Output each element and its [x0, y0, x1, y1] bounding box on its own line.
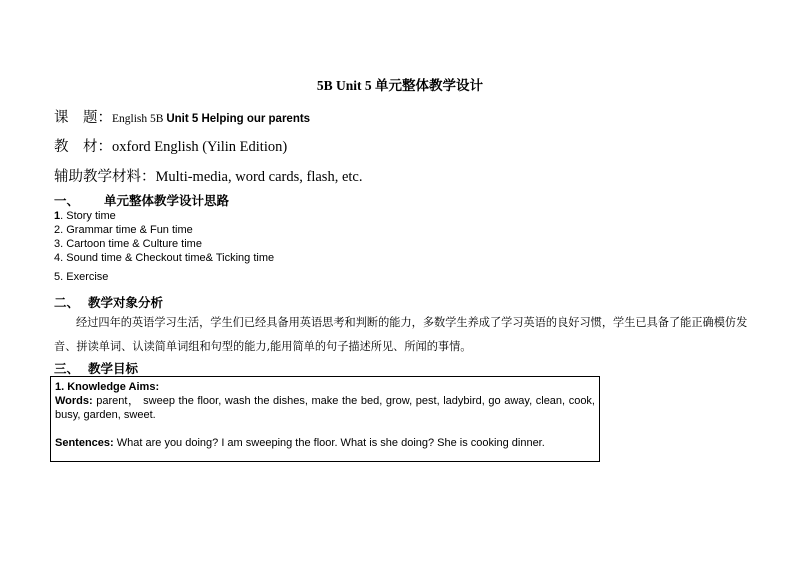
textbook-label: 教 材： — [54, 139, 112, 155]
section-analysis-heading — [54, 293, 163, 311]
list-item-text: . Story time — [60, 210, 116, 222]
words-paragraph — [55, 394, 595, 422]
words-label: Words: — [55, 395, 93, 407]
section-number: 三、 — [54, 361, 80, 376]
list-item — [54, 224, 193, 236]
list-item-text: Grammar time & Fun time — [63, 224, 193, 236]
materials-line — [54, 165, 362, 186]
list-item — [54, 238, 202, 250]
section-number: 二、 — [54, 295, 80, 310]
list-item — [54, 210, 116, 222]
topic-prefix: English 5B — [112, 113, 167, 125]
knowledge-aims-heading: 1. Knowledge Aims: — [55, 381, 160, 393]
list-item — [54, 271, 108, 283]
textbook-value: oxford English (Yilin Edition) — [112, 139, 288, 155]
list-item-number: 4. — [54, 252, 64, 264]
section-objectives-heading — [54, 359, 138, 377]
topic-line — [54, 106, 310, 127]
objectives-box — [50, 376, 600, 462]
section-title: 教学目标 — [88, 361, 139, 376]
analysis-paragraph: 经过四年的英语学习生活，学生们已经具备用英语思考和判断的能力，多数学生养成了学习英语的良好习惯，学生已具备了能正确模仿发音、拼读单词、认读简单词组和句型的能力,能用简单的句子描述所见、所闻的事情。 — [54, 316, 748, 353]
topic-label: 课 题： — [54, 110, 112, 126]
document-title: 5B Unit 5 单元整体教学设计 — [316, 78, 484, 93]
section-number: 一、 — [54, 193, 80, 208]
list-item-text: Exercise — [63, 271, 109, 283]
materials-label: 辅助教学材料： — [54, 169, 156, 185]
list-item-text: Cartoon time & Culture time — [63, 238, 202, 250]
list-item-number: 1 — [54, 210, 61, 222]
list-item-number: 3. — [54, 238, 64, 250]
textbook-line — [54, 135, 287, 156]
list-item — [54, 252, 274, 264]
list-item-text: Sound time & Checkout time& Ticking time — [63, 252, 275, 264]
section-design-heading — [54, 191, 229, 209]
section-title: 教学对象分析 — [88, 295, 164, 310]
topic-value: Unit 5 Helping our parents — [166, 113, 311, 125]
sentences-paragraph — [55, 436, 595, 450]
sentences-label: Sentences: — [55, 437, 114, 449]
list-item-number: 2. — [54, 224, 64, 236]
list-item-number: 5. — [54, 271, 64, 283]
words-text: parent， sweep the floor, wash the dishes, make the bed, grow, pest, ladybird, go away, clean, cook, busy, garden, sweet. — [55, 395, 595, 421]
materials-value: Multi-media, word cards, flash, etc. — [155, 169, 363, 185]
sentences-text: What are you doing? I am sweeping the floor. What is she doing? She is cooking dinner. — [113, 437, 545, 449]
section-title: 单元整体教学设计思路 — [104, 193, 230, 208]
